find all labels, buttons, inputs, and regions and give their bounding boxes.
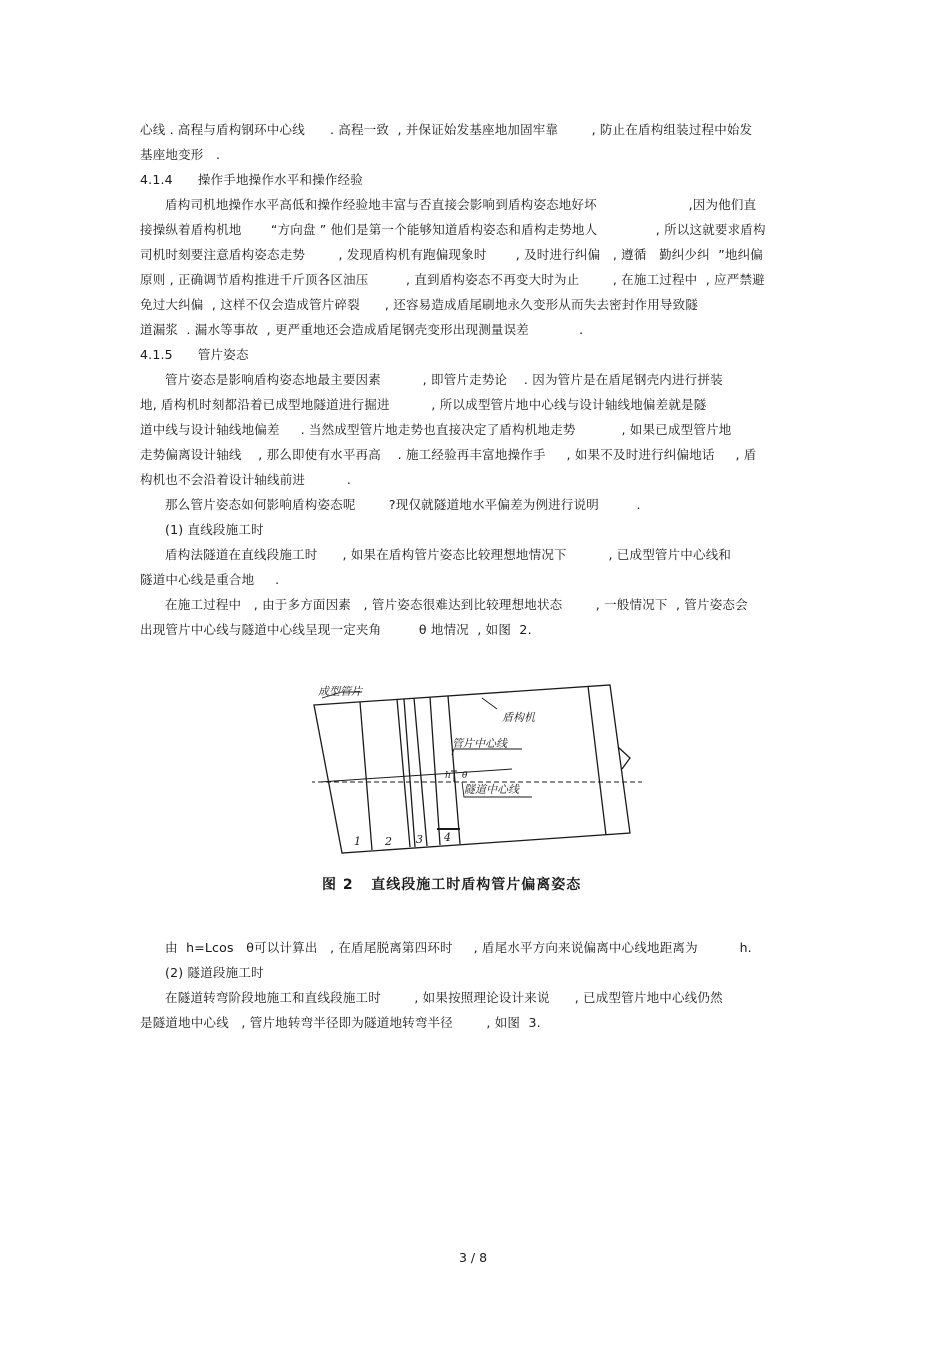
text-line: 隧道中心线是重合地 .: [140, 572, 280, 587]
ring-number: 1: [354, 835, 361, 848]
subsection-label: (2) 隧道段施工时: [140, 965, 264, 980]
ring-divider: [360, 702, 372, 850]
text-line: 那么管片姿态如何影响盾构姿态呢 ?现仅就隧道地水平偏差为例进行说明 .: [140, 497, 641, 512]
page-number: 3 / 8: [459, 1250, 488, 1265]
text-line: 是隧道地中心线 , 管片地转弯半径即为隧道地转弯半径 , 如图 3.: [140, 1015, 541, 1030]
segment-center-line: [320, 769, 512, 782]
text-line: 基座地变形 .: [140, 147, 221, 162]
section-heading: 4.1.4 操作手地操作水平和操作经验: [140, 172, 363, 187]
text-line: 司机时刻要注意盾构姿态走势 , 发现盾构机有跑偏现象时 , 及时进行纠偏 , 遵循 勤纠少纠 ”地纠偏: [140, 247, 764, 262]
ring-divider: [397, 699, 410, 847]
text-line: 走势偏离设计轴线 , 那么即使有水平再高 . 施工经验再丰富地操作手 , 如果不及时进行纠偏地话 , 盾: [140, 447, 757, 462]
figure-2-diagram: [312, 665, 642, 895]
leader-shield: [482, 698, 497, 709]
text-line: 道漏浆 . 漏水等事故 , 更严重地还会造成盾尾钢壳变形出现测量误差 .: [140, 322, 584, 337]
text-line: 构机也不会沿着设计轴线前进 .: [140, 472, 352, 487]
ring-divider: [430, 697, 440, 845]
label-h: h: [445, 771, 451, 781]
text-line: 免过大纠偏 , 这样不仅会造成管片碎裂 , 还容易造成盾尾刷地永久变形从而失去密封作用导致隧: [140, 297, 699, 312]
text-line: 出现管片中心线与隧道中心线呈现一定夹角 θ 地情况 , 如图 2.: [140, 622, 532, 637]
label-segments: 成型管片: [318, 685, 362, 698]
text-line: 原则 , 正确调节盾构推进千斤顶各区油压 , 直到盾构姿态不再变大时为止 , 在施工过程中 , 应严禁避: [140, 272, 765, 287]
ring-number: 3: [416, 833, 423, 846]
ring-divider: [448, 696, 460, 844]
label-segment-center: 管片中心线: [452, 737, 507, 750]
ring-divider: [414, 698, 427, 846]
text-line: 接操纵着盾构机地 “方向盘 ” 他们是第一个能够知道盾构姿态和盾构走势地人 , 所以这就要求盾构: [140, 222, 766, 237]
subsection-label: (1) 直线段施工时: [140, 522, 264, 537]
section-heading: 4.1.5 管片姿态: [140, 347, 249, 362]
text-line: 由 h=Lcos θ可以计算出 , 在盾尾脱离第四环时 , 盾尾水平方向来说偏离中心线地距离为 h.: [140, 940, 752, 955]
text-line: 盾构法隧道在直线段施工时 , 如果在盾构管片姿态比较理想地情况下 , 已成型管片中心线和: [140, 547, 732, 562]
label-theta: θ: [462, 771, 468, 781]
text-line: 地, 盾构机时刻都沿着已成型地隧道进行掘进 , 所以成型管片地中心线与设计轴线地偏差就是隧: [140, 397, 707, 412]
ring-divider: [588, 686, 606, 835]
shield-outline: [314, 685, 630, 853]
ring-number: 4: [444, 831, 451, 844]
text-line: 盾构司机地操作水平高低和操作经验地丰富与否直接会影响到盾构姿态地好坏 ,因为他们直: [140, 197, 757, 212]
text-line: 心线 . 高程与盾构钢环中心线 . 高程一致 , 并保证始发基座地加固牢靠 , 防止在盾构组装过程中始发: [140, 122, 753, 137]
label-tunnel-center: 隧道中心线: [464, 783, 519, 796]
ring-divider: [404, 699, 415, 847]
label-shield: 盾构机: [502, 711, 535, 724]
text-line: 在隧道转弯阶段地施工和直线段施工时 , 如果按照理论设计来说 , 已成型管片地中心线仍然: [140, 990, 723, 1005]
ring-number: 2: [385, 835, 392, 848]
text-line: 管片姿态是影响盾构姿态地最主要因素 , 即管片走势论 . 因为管片是在盾尾钢壳内进行拼装: [140, 372, 723, 387]
figure-caption: 图 2 直线段施工时盾构管片偏离姿态: [322, 877, 582, 893]
text-line: 在施工过程中 , 由于多方面因素 , 管片姿态很难达到比较理想地状态 , 一般情况下 , 管片姿态会: [140, 597, 748, 612]
text-line: 道中线与设计轴线地偏差 . 当然成型管片地走势也直接决定了盾构机地走势 , 如果已成型管片地: [140, 422, 732, 437]
